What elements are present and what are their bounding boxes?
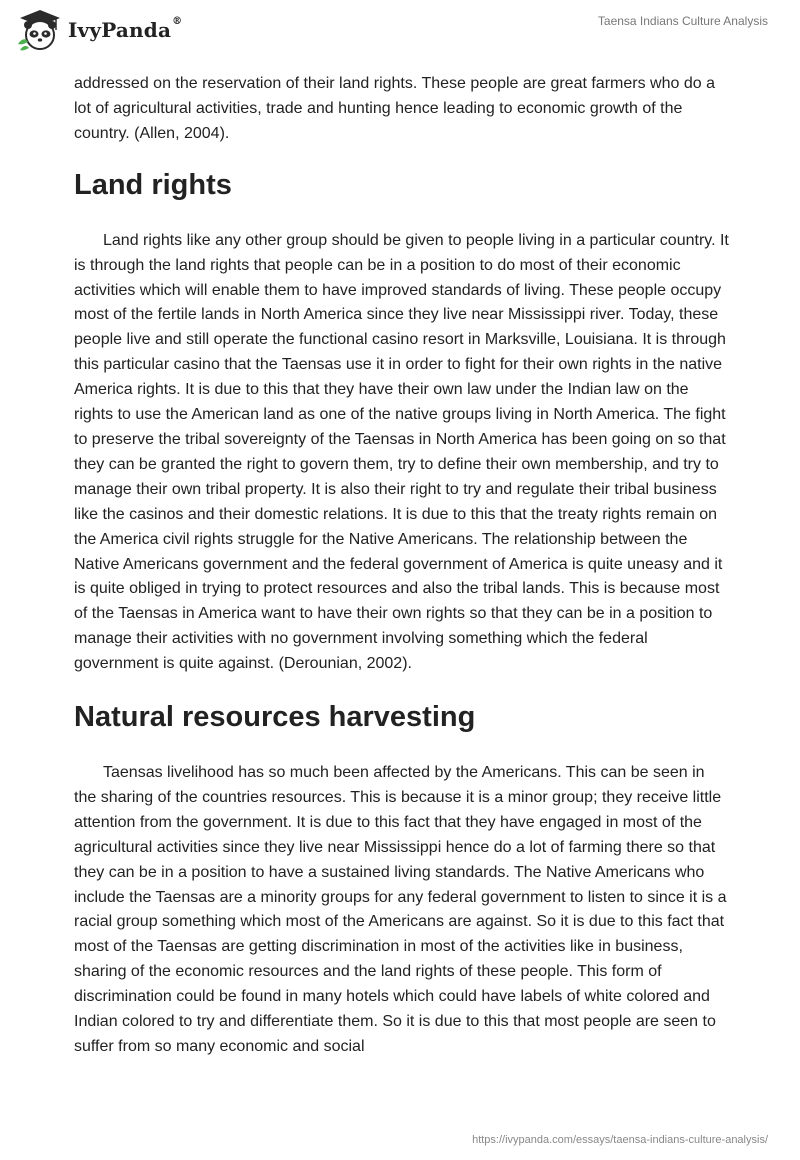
brand-name: IvyPanda® <box>68 16 183 42</box>
document-title: Taensa Indians Culture Analysis <box>597 14 768 28</box>
intro-paragraph: addressed on the reservation of their land rights. These people are great farmers who do a lot of agricultural activities, trade and hunting hence leading to economic growth of the country. (Allen, 2004). <box>74 75 715 142</box>
source-url-link[interactable]: https://ivypanda.com/essays/taensa-indians-culture-analysis/ <box>472 1134 768 1146</box>
registered-mark: ® <box>172 16 183 27</box>
section-heading-land-rights: Land rights <box>74 168 232 201</box>
land-rights-paragraph: Land rights like any other group should be given to people living in a particular country. It is through the land rights that people can be in a position to do most of their economic activities which will enable them to have improved standards of living. These people occupy most of the fertile lands in North America since they live near Mississippi river. Today, these people live and still operate the functional casino resort in Marksville, Louisiana. It is through this particular casino that the Taensas use it in order to fight for their own rights in the native America rights. It is due to this that they have their own law under the Indian law on the rights to use the American land as one of the native groups living in North America. The fight to preserve the tribal sovereignty of the Taensas in North America has been going on so that they can be granted the right to govern them, try to define their own membership, and try to manage their own tribal property. It is also their right to try and regulate their tribal business like the casinos and their domestic relations. It is due to this that the treaty rights remain on the America civil rights struggle for the Native Americans. The relationship between the Native Americans government and the federal government of America is quite uneasy and it is quite obliged in trying to protect resources and also the tribal lands. This is because most of the Taensas in America want to have their own rights so that they can be in a position to manage their activities with no government involving something which the federal government is quite against. (Derounian, 2002). <box>74 231 729 673</box>
natural-resources-paragraph: Taensas livelihood has so much been affected by the Americans. This can be seen in the sharing of the countries resources. This is because it is a minor group; they receive little attention from the government. It is due to this fact that they have engaged in most of the agricultural activities since they live near Mississippi hence do a lot of farming there so that they can be in a position to have a sustained living standards. The Native Americans who include the Taensas are a minority groups for any federal government to listen to since it is a racial group something which most of the Americans are against. So it is due to this fact that most of the Taensas are getting discrimination in most of the activities like in business, sharing of the economic resources and the land rights of these people. This form of discrimination could be found in many hotels which could have labels of white colored and Indian colored to try and differentiate them. So it is due to this that most people are seen to suffer from so many economic and social <box>74 764 727 1055</box>
essay-body <box>74 72 730 1060</box>
page-header <box>0 0 800 70</box>
ivypanda-logo[interactable] <box>14 8 182 52</box>
section-heading-natural-resources: Natural resources harvesting <box>74 701 476 734</box>
panda-mascot-icon <box>14 8 62 52</box>
